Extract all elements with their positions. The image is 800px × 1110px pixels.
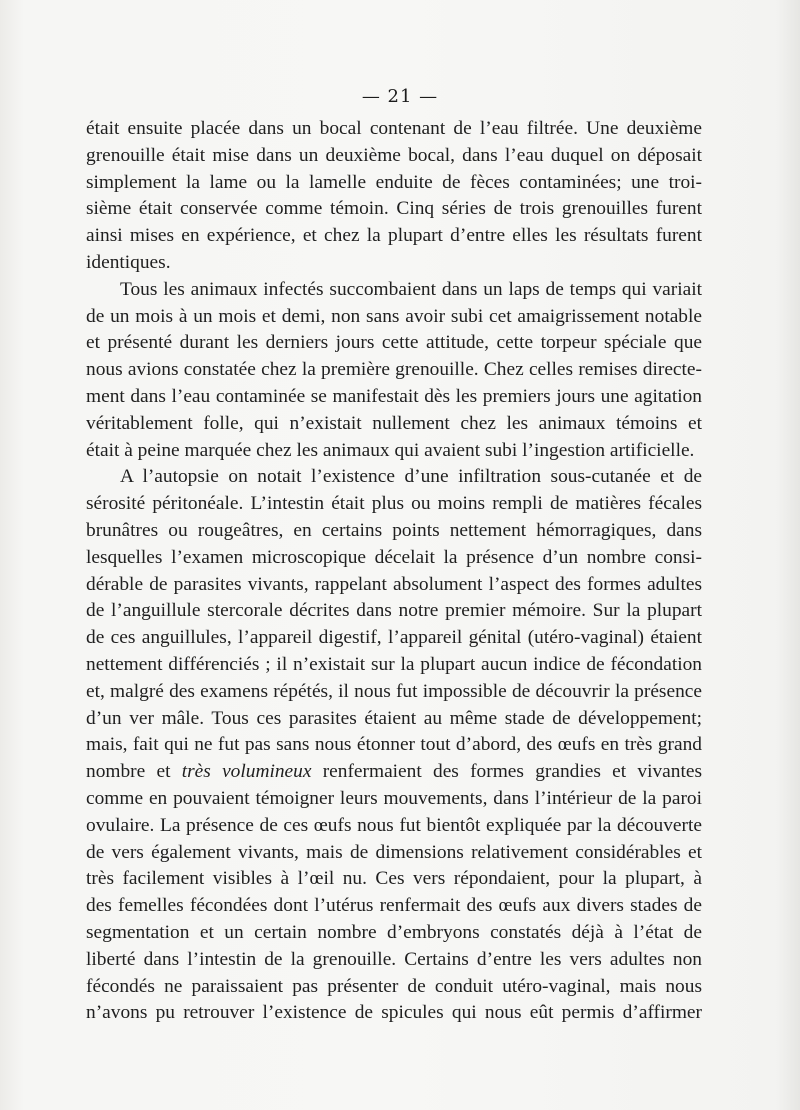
text-line: sérosité péritonéale. L’intestin était plus ou moins rempli de matières fécales [86, 493, 702, 515]
text-line: d’un ver mâle. Tous ces parasites étaient au même stade de développement; [86, 707, 702, 729]
text-line: très facilement visibles à l’œil nu. Ces vers répondaient, pour la plupart, à [86, 868, 702, 890]
text-line: de un mois à un mois et demi, non sans avoir subi cet amaigrissement notable [86, 305, 702, 327]
text-line: grenouille était mise dans un deuxième bocal, dans l’eau duquel on déposait [86, 144, 702, 166]
text-line: ment dans l’eau contaminée se manifestait dès les premiers jours une agitation [86, 385, 702, 407]
text-line: sième était conservée comme témoin. Cinq séries de trois grenouilles furent [86, 198, 702, 220]
text-line: nettement différenciés ; il n’existait sur la plupart aucun indice de fécondation [86, 653, 702, 675]
text-line: était ensuite placée dans un bocal contenant de l’eau filtrée. Une deuxième [86, 118, 702, 139]
text-line: nous avions constatée chez la première grenouille. Chez celles remises directe- [86, 359, 702, 381]
text-line: et présenté durant les derniers jours cette attitude, cette torpeur spéciale que [86, 332, 702, 354]
text-line: brunâtres ou rougeâtres, en certains points nettement hémorragiques, dans [86, 519, 702, 541]
text-segment: nombre et [86, 761, 171, 783]
text-line: identiques. [86, 251, 171, 273]
text-line: de ces anguillules, l’appareil digestif, l’appareil génital (utéro-vaginal) étaient [86, 627, 702, 649]
page-number: — 21 — [361, 86, 439, 107]
body-text [86, 116, 702, 1027]
text-line: des femelles fécondées dont l’utérus renfermait des œufs aux divers stades de [86, 895, 702, 917]
italic-phrase: très volumineux [181, 761, 312, 783]
text-line: segmentation et un certain nombre d’embryons constatés déjà à l’état de [86, 921, 702, 943]
text-line: Tous les animaux infectés succombaient dans un laps de temps qui variait [120, 278, 702, 300]
text-line: comme en pouvaient témoigner leurs mouvements, dans l’intérieur de la paroi [86, 787, 702, 809]
text-line: ainsi mises en expérience, et chez la plupart d’entre elles les résultats furent [86, 225, 702, 247]
text-line: de vers également vivants, mais de dimensions relativement considérables et [86, 841, 702, 863]
text-line: n’avons pu retrouver l’existence de spicules qui nous eût permis d’affirmer [86, 1002, 702, 1024]
text-line-mixed [86, 759, 702, 786]
text-line: véritablement folle, qui n’existait nullement chez les animaux témoins et [86, 412, 702, 434]
text-line: ovulaire. La présence de ces œufs nous fut bientôt expliquée par la découverte [86, 814, 702, 836]
text-line: mais, fait qui ne fut pas sans nous étonner tout d’abord, des œufs en très grand [86, 734, 702, 756]
text-line: liberté dans l’intestin de la grenouille. Certains d’entre les vers adultes non [86, 948, 702, 970]
text-line: dérable de parasites vivants, rappelant absolument l’aspect des formes adultes [86, 573, 702, 595]
text-segment: renfermaient des formes grandies et vivantes [322, 761, 702, 783]
text-line: simplement la lame ou la lamelle enduite de fèces contaminées; une troi- [86, 171, 702, 193]
text-line: fécondés ne paraissaient pas présenter de conduit utéro-vaginal, mais nous [86, 975, 702, 997]
text-line: de l’anguillule stercorale décrites dans notre premier mémoire. Sur la plupart [86, 600, 702, 622]
text-line: et, malgré des examens répétés, il nous fut impossible de découvrir la présence [86, 680, 702, 702]
text-line: A l’autopsie on notait l’existence d’une infiltration sous-cutanée et de [120, 466, 702, 488]
text-line: lesquelles l’examen microscopique décelait la présence d’un nombre consi- [86, 546, 702, 568]
text-line: était à peine marquée chez les animaux qui avaient subi l’ingestion artificielle. [86, 439, 695, 461]
